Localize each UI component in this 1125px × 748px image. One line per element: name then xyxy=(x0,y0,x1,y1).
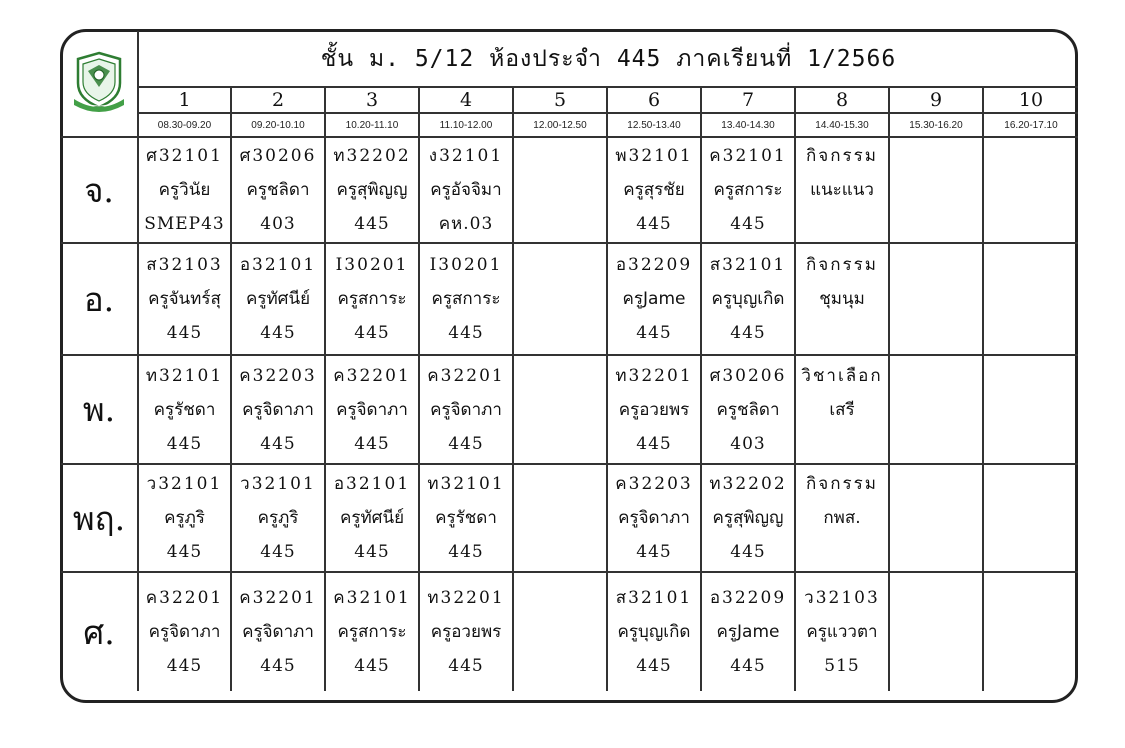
room-number: 445 xyxy=(636,542,672,562)
room-number xyxy=(514,535,606,569)
room-number xyxy=(796,316,888,350)
subject-code xyxy=(890,581,982,615)
subject-code xyxy=(984,248,1078,282)
subject-code: ส32101 xyxy=(709,255,787,275)
subject-code: ท32101 xyxy=(145,365,224,386)
room-number: 445 xyxy=(636,433,672,454)
subject-code: ค32203 xyxy=(615,474,693,494)
teacher-name: ครูอวยพร xyxy=(430,622,502,642)
day-label: จ. xyxy=(61,137,138,243)
subject-code: ท32101 xyxy=(427,474,505,494)
room-number xyxy=(984,316,1078,350)
period-number: 4 xyxy=(419,87,513,113)
schedule-cell xyxy=(138,464,231,572)
teacher-name xyxy=(890,393,982,427)
subject-code: อ32209 xyxy=(709,588,787,608)
subject-code: กิจกรรม xyxy=(805,255,878,275)
period-time: 11.10-12.00 xyxy=(419,113,513,137)
room-number xyxy=(890,535,982,569)
schedule-cell xyxy=(419,243,513,355)
schedule-cell xyxy=(607,464,701,572)
subject-code xyxy=(890,359,982,393)
subject-code: อ32209 xyxy=(615,255,693,275)
teacher-name xyxy=(514,173,606,207)
room-number: 445 xyxy=(166,542,203,562)
subject-code: ศ32101 xyxy=(146,146,223,166)
subject-code: อ32101 xyxy=(239,255,317,275)
teacher-name: ครูชลิดา xyxy=(716,399,780,420)
teacher-name xyxy=(984,615,1078,649)
period-time: 10.20-11.10 xyxy=(325,113,419,137)
subject-code xyxy=(890,248,982,282)
day-row xyxy=(61,355,1078,464)
teacher-name: ครูทัศนีย์ xyxy=(245,289,311,309)
period-time: 09.20-10.10 xyxy=(231,113,325,137)
teacher-name xyxy=(890,282,982,316)
teacher-name xyxy=(984,501,1078,535)
schedule-cell xyxy=(325,243,419,355)
room-number: 445 xyxy=(636,214,672,234)
room-number: 445 xyxy=(730,323,766,343)
period-number: 2 xyxy=(231,87,325,113)
subject-code xyxy=(890,139,982,173)
period-number: 6 xyxy=(607,87,701,113)
schedule-cell xyxy=(607,243,701,355)
room-number: 445 xyxy=(166,323,203,343)
room-number: 445 xyxy=(354,656,390,676)
period-number: 10 xyxy=(983,87,1078,113)
room-number xyxy=(796,427,888,461)
room-number: 445 xyxy=(260,323,296,343)
teacher-name: ครูสการะ xyxy=(337,289,407,309)
room-number: 445 xyxy=(636,656,672,676)
room-number xyxy=(514,427,606,461)
subject-code: ท32202 xyxy=(333,146,411,166)
schedule-cell xyxy=(138,572,231,691)
day-row xyxy=(61,137,1078,243)
teacher-name: ครูสการะ xyxy=(713,180,783,200)
teacher-name: ครูสุพิญญ xyxy=(712,508,784,528)
teacher-name: ครูJame xyxy=(622,289,686,309)
schedule-cell xyxy=(325,355,419,464)
teacher-name xyxy=(890,615,982,649)
schedule-cell xyxy=(138,355,231,464)
room-number: 515 xyxy=(824,656,860,676)
schedule-cell xyxy=(325,137,419,243)
schedule-cell xyxy=(701,464,795,572)
room-number: คห.03 xyxy=(438,214,494,234)
subject-code: ค32201 xyxy=(333,365,411,386)
day-label: พฤ. xyxy=(61,464,138,572)
subject-code xyxy=(984,467,1078,501)
teacher-name: ครูรัชดา xyxy=(153,399,216,420)
subject-code: I30201 xyxy=(429,255,503,275)
room-number: SMEP43 xyxy=(144,214,225,234)
room-number xyxy=(890,427,982,461)
room-number: 445 xyxy=(730,542,766,562)
period-number: 9 xyxy=(889,87,983,113)
room-number: 445 xyxy=(354,542,390,562)
schedule-cell xyxy=(983,464,1078,572)
school-logo-cell xyxy=(61,31,138,137)
schedule-cell xyxy=(419,137,513,243)
teacher-name: ครูชลิดา xyxy=(246,180,310,200)
room-number: 445 xyxy=(260,433,296,454)
teacher-name: ครูJame xyxy=(716,622,780,642)
teacher-name: ครูวินัย xyxy=(158,180,211,200)
teacher-name: ครูจิดาภา xyxy=(242,622,314,642)
subject-code: ค32201 xyxy=(427,365,505,386)
schedule-cell xyxy=(138,137,231,243)
schedule-cell xyxy=(795,355,889,464)
teacher-name xyxy=(514,393,606,427)
schedule-cell xyxy=(231,243,325,355)
teacher-name: ครูรัชดา xyxy=(435,508,497,528)
room-number xyxy=(796,535,888,569)
subject-code xyxy=(984,139,1078,173)
schedule-cell xyxy=(701,243,795,355)
teacher-name: ครูอัจจิมา xyxy=(430,180,502,200)
subject-code: ค32101 xyxy=(709,146,787,166)
schedule-cell xyxy=(983,355,1078,464)
schedule-cell xyxy=(889,243,983,355)
timetable xyxy=(61,31,1078,691)
subject-code xyxy=(514,581,606,615)
subject-code: ส32103 xyxy=(146,255,223,275)
subject-code: ค32201 xyxy=(145,588,224,608)
subject-code: ค32203 xyxy=(239,365,317,386)
room-number: 445 xyxy=(166,433,203,454)
room-number xyxy=(984,535,1078,569)
teacher-name xyxy=(514,615,606,649)
schedule-cell xyxy=(231,464,325,572)
teacher-name: ครูบุญเกิด xyxy=(617,622,691,642)
day-label: ศ. xyxy=(61,572,138,691)
schedule-cell xyxy=(513,572,607,691)
room-number xyxy=(984,649,1078,683)
schedule-cell xyxy=(513,243,607,355)
teacher-name: ครูทัศนีย์ xyxy=(339,508,405,528)
teacher-name: ครูจิดาภา xyxy=(618,508,690,528)
subject-code: I30201 xyxy=(335,255,409,275)
room-number: 445 xyxy=(260,656,296,676)
teacher-name: ครูสการะ xyxy=(431,289,501,309)
subject-code xyxy=(984,359,1078,393)
subject-code xyxy=(514,467,606,501)
schedule-cell xyxy=(889,572,983,691)
schedule-cell xyxy=(701,355,795,464)
day-row xyxy=(61,572,1078,691)
schedule-cell xyxy=(607,572,701,691)
period-number: 3 xyxy=(325,87,419,113)
room-number xyxy=(890,207,982,241)
period-time: 14.40-15.30 xyxy=(795,113,889,137)
subject-code: ท32201 xyxy=(615,365,693,386)
teacher-name: ครูแววตา xyxy=(806,622,878,642)
subject-code: ค32201 xyxy=(239,588,317,608)
period-number: 8 xyxy=(795,87,889,113)
schedule-cell xyxy=(325,464,419,572)
subject-code xyxy=(890,467,982,501)
schedule-cell xyxy=(701,572,795,691)
teacher-name xyxy=(984,393,1078,427)
schedule-cell xyxy=(231,572,325,691)
teacher-name: ครูภูริ xyxy=(257,508,299,528)
room-number: 445 xyxy=(260,542,296,562)
room-number: 445 xyxy=(354,433,390,454)
subject-code: กิจกรรม xyxy=(805,146,878,166)
teacher-name: ครูสการะ xyxy=(337,622,407,642)
teacher-name: ครูจิดาภา xyxy=(242,399,314,420)
period-time: 08.30-09.20 xyxy=(138,113,231,137)
period-time: 12.50-13.40 xyxy=(607,113,701,137)
subject-code: ศ30206 xyxy=(709,365,787,386)
subject-code: ท32201 xyxy=(427,588,505,608)
subject-code: ค32101 xyxy=(333,588,411,608)
schedule-cell xyxy=(325,572,419,691)
schedule-cell xyxy=(983,243,1078,355)
schedule-cell xyxy=(419,464,513,572)
subject-code xyxy=(514,359,606,393)
schedule-cell xyxy=(889,464,983,572)
subject-code: ว32103 xyxy=(804,588,880,608)
room-number: 445 xyxy=(448,656,484,676)
teacher-name xyxy=(514,501,606,535)
schedule-cell xyxy=(231,355,325,464)
schedule-cell xyxy=(607,137,701,243)
room-number xyxy=(514,649,606,683)
teacher-name xyxy=(514,282,606,316)
teacher-name: ครูสุพิญญ xyxy=(336,180,408,200)
schedule-cell xyxy=(231,137,325,243)
room-number: 445 xyxy=(448,433,484,454)
room-number: 445 xyxy=(448,542,484,562)
subject-code: วิชาเลือก xyxy=(801,365,883,386)
teacher-name: ครูอวยพร xyxy=(618,399,690,420)
teacher-name xyxy=(890,173,982,207)
period-number: 1 xyxy=(138,87,231,113)
room-number: 445 xyxy=(730,656,766,676)
room-number xyxy=(890,316,982,350)
room-number: 403 xyxy=(730,433,766,454)
schedule-cell xyxy=(983,572,1078,691)
schedule-cell xyxy=(795,464,889,572)
teacher-name: ครูจิดาภา xyxy=(430,399,502,420)
teacher-name: ครูจิดาภา xyxy=(336,399,408,420)
schedule-cell xyxy=(607,355,701,464)
subject-code: ว32101 xyxy=(146,474,223,494)
subject-code: ท32202 xyxy=(709,474,787,494)
day-label: พ. xyxy=(61,355,138,464)
period-time: 12.00-12.50 xyxy=(513,113,607,137)
room-number xyxy=(984,207,1078,241)
schedule-cell xyxy=(419,572,513,691)
teacher-name: กพส. xyxy=(823,508,861,528)
subject-code: กิจกรรม xyxy=(805,474,878,494)
room-number: 445 xyxy=(636,323,672,343)
teacher-name xyxy=(890,501,982,535)
subject-code xyxy=(514,139,606,173)
room-number: 445 xyxy=(354,323,390,343)
schedule-cell xyxy=(795,572,889,691)
period-time: 15.30-16.20 xyxy=(889,113,983,137)
subject-code: ง32101 xyxy=(428,146,504,166)
room-number: 445 xyxy=(354,214,390,234)
subject-code xyxy=(514,248,606,282)
schedule-cell xyxy=(701,137,795,243)
teacher-name xyxy=(984,173,1078,207)
teacher-name: ครูจันทร์สุ xyxy=(148,289,221,309)
period-number: 5 xyxy=(513,87,607,113)
teacher-name: ครูบุญเกิด xyxy=(711,289,785,309)
school-logo-icon xyxy=(70,49,128,115)
room-number: 445 xyxy=(730,214,766,234)
schedule-cell xyxy=(138,243,231,355)
teacher-name: ครูสุรชัย xyxy=(623,180,685,200)
schedule-cell xyxy=(795,137,889,243)
period-number: 7 xyxy=(701,87,795,113)
schedule-cell xyxy=(513,137,607,243)
room-number xyxy=(796,207,888,241)
room-number xyxy=(514,316,606,350)
teacher-name: ครูจิดาภา xyxy=(148,622,221,642)
subject-code: พ32101 xyxy=(615,146,693,166)
room-number: 403 xyxy=(260,214,296,234)
room-number xyxy=(890,649,982,683)
period-time: 16.20-17.10 xyxy=(983,113,1078,137)
subject-code: ว32101 xyxy=(240,474,316,494)
subject-code: ส32101 xyxy=(615,588,693,608)
teacher-name: ชุมนุม xyxy=(819,289,865,309)
schedule-cell xyxy=(983,137,1078,243)
subject-code: ศ30206 xyxy=(239,146,317,166)
schedule-cell xyxy=(889,137,983,243)
day-row xyxy=(61,243,1078,355)
day-label: อ. xyxy=(61,243,138,355)
period-time: 13.40-14.30 xyxy=(701,113,795,137)
schedule-cell xyxy=(889,355,983,464)
teacher-name: ครูภูริ xyxy=(164,508,205,528)
schedule-cell xyxy=(513,464,607,572)
room-number: 445 xyxy=(448,323,484,343)
day-row xyxy=(61,464,1078,572)
room-number xyxy=(514,207,606,241)
teacher-name: แนะแนว xyxy=(810,180,874,200)
schedule-cell xyxy=(513,355,607,464)
page-title: ชั้น ม. 5/12 ห้องประจำ 445 ภาคเรียนที่ 1/2566 xyxy=(138,31,1078,87)
teacher-name xyxy=(984,282,1078,316)
subject-code xyxy=(984,581,1078,615)
room-number: 445 xyxy=(166,656,203,676)
room-number xyxy=(984,427,1078,461)
schedule-cell xyxy=(419,355,513,464)
subject-code: อ32101 xyxy=(333,474,411,494)
schedule-cell xyxy=(795,243,889,355)
teacher-name: เสรี xyxy=(829,399,855,420)
